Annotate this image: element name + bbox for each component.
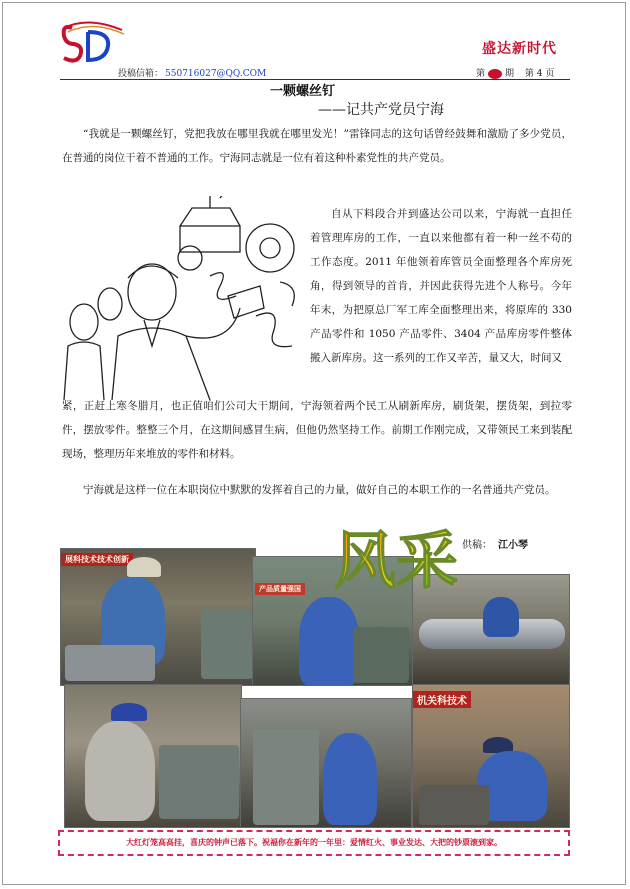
machine-body — [201, 609, 253, 679]
paragraph-2: 自从下料段合并到盛达公司以来，宁海就一直担任着管理库房的工作，一直以来他都有着一种一丝不苟的工作态度。2011 年他领着库管员全面整理各个库房死角，得到领导的首肯，并因此获得先进个人称号。今年年末，为把原总厂军工库全面整理出来，将原库的 330 产品零件和 1050 产品零件、3404 产品库房零件整体搬入新库房。这一系列的工作又辛苦，量又大，时间又 — [310, 208, 572, 364]
worker-cap — [127, 557, 161, 577]
workshop-photo-5 — [240, 698, 412, 828]
worker-figure — [85, 721, 155, 821]
brand-name: 盛达新时代 — [482, 41, 557, 57]
drill-machine — [253, 729, 319, 825]
article-subtitle: ——记共产党员宁海 — [318, 102, 444, 118]
paragraph-3: 紧，正赶上寒冬腊月，也正值咱们公司大干期间，宁海领着两个民工从刷新库房，刷货架，摆货架，到拉零件，摆放零件。整整三个月，在这期间感冒生病，但他仍然坚持工作。前期工作刚完成，又带领民工来到装配现场，整理历年来堆放的零件和材料。 — [62, 400, 572, 460]
author-name: 江小琴 — [498, 540, 528, 551]
workshop-photo-1 — [60, 548, 256, 686]
issue-info — [476, 66, 554, 79]
machine-body — [419, 785, 489, 825]
sd-logo-icon — [58, 18, 128, 68]
photo-banner-2: 产品质量强国 — [255, 583, 305, 595]
issue-suffix: 期 — [505, 69, 515, 79]
author-credit — [462, 536, 528, 551]
workshop-photo-4 — [64, 684, 242, 828]
lathe-machine — [159, 745, 239, 819]
contact-label: 投稿信箱： — [118, 69, 164, 79]
worker-sketch-illustration — [60, 196, 304, 400]
worker-figure — [299, 597, 359, 686]
fengcai-text: 风采 — [334, 524, 459, 597]
worker-figure — [483, 597, 519, 637]
contact-email[interactable]: 550716027@QQ.COM — [165, 69, 267, 79]
page-number: 第 4 页 — [524, 69, 555, 79]
author-label: 供稿： — [462, 540, 492, 551]
issue-prefix: 第 — [476, 69, 486, 79]
worker-cap — [111, 703, 147, 721]
footer-greeting: 大红灯笼高高挂，喜庆的钟声已落下。祝福你在新年的一年里：爱情红火、事业发达、大把的钞票滚到家。 — [58, 830, 570, 856]
contact-line — [118, 66, 266, 79]
fengcai-heading — [330, 512, 460, 604]
workshop-photo-6 — [412, 684, 570, 828]
paragraph-4: 宁海就是这样一位在本职岗位中默默的发挥着自己的力量，做好自己的本职工作的一名普通共产党员。 — [83, 484, 556, 496]
worker-figure — [323, 733, 377, 825]
machine-body — [353, 627, 409, 683]
photo-banner-3: 机关科技术 — [413, 691, 471, 708]
lathe-machine — [65, 645, 155, 681]
paragraph-1: “我就是一颗螺丝钉，党把我放在哪里我就在哪里发光！”雷锋同志的这句话曾经鼓舞和激励了多少党员，在普通的岗位干着不普通的工作。宁海同志就是一位有着这种朴素党性的共产党员。 — [62, 128, 572, 164]
photo-banner-1: 展科技术技术创新 — [61, 553, 133, 566]
article-title: 一颗螺丝钉 — [270, 84, 336, 99]
issue-number-badge — [488, 69, 502, 79]
